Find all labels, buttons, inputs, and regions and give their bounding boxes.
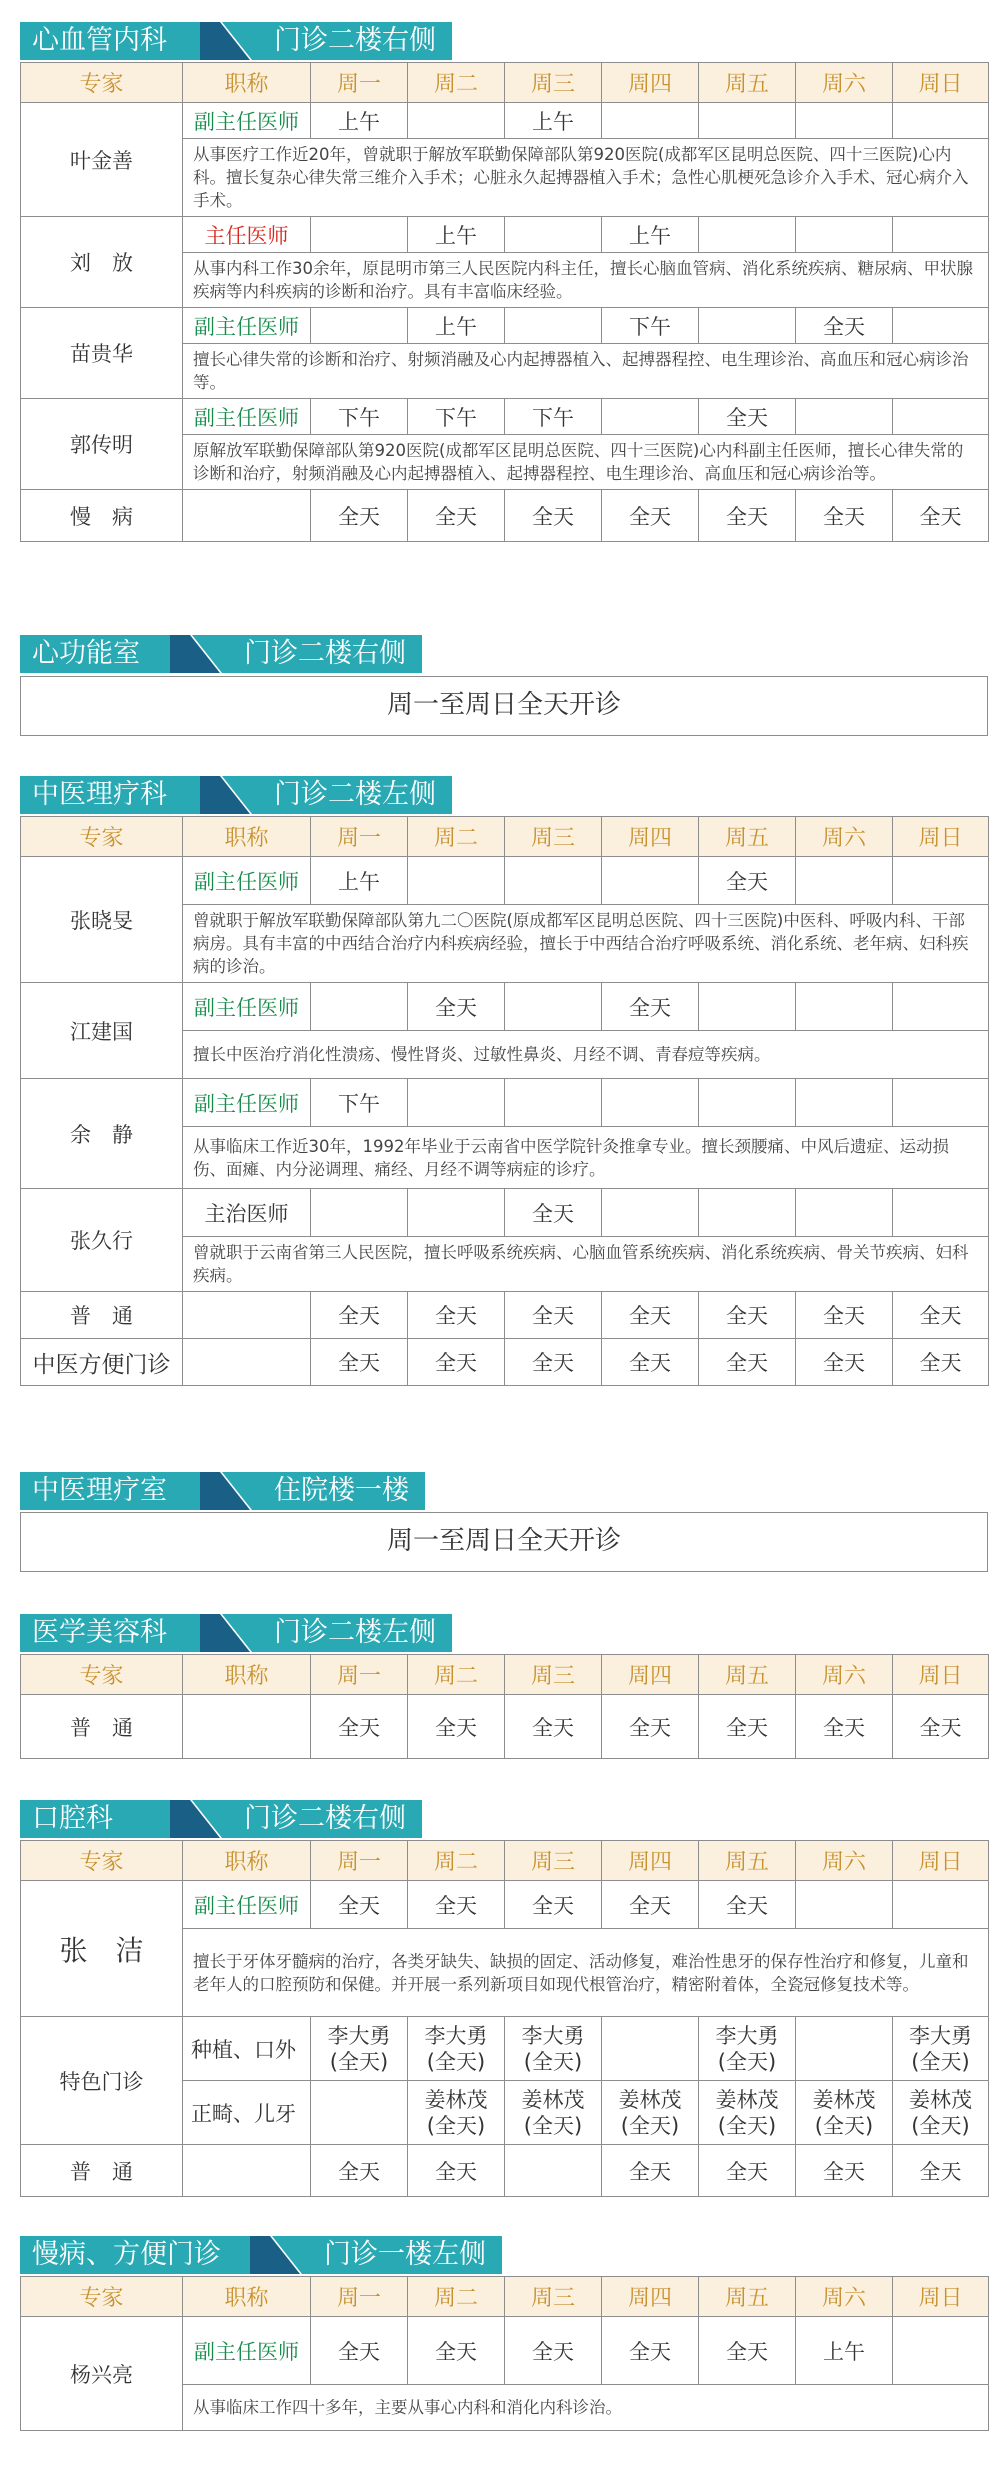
row-label: 普 通 — [21, 1292, 183, 1339]
header-cell: 周二 — [408, 817, 505, 857]
schedule-slot — [602, 399, 699, 435]
schedule-slot — [602, 103, 699, 139]
special-slot: 姜林茂 (全天) — [408, 2081, 505, 2145]
doctor-description: 从事内科工作30余年，原昆明市第三人民医院内科主任，擅长心脑血管病、消化系统疾病、糖尿病、甲状腺疾病等内科疾病的诊断和治疗。具有丰富临床经验。 — [183, 253, 989, 308]
schedule-slot: 下午 — [311, 1079, 408, 1127]
general-row — [21, 1292, 989, 1339]
header-cell: 职称 — [183, 2277, 311, 2317]
schedule-slot — [796, 217, 893, 253]
schedule-slot: 全天 — [408, 1695, 505, 1759]
schedule-slot — [699, 217, 796, 253]
section-banner — [0, 635, 1008, 673]
location: 门诊二楼左侧 — [258, 1614, 452, 1652]
schedule-slot: 全天 — [408, 1881, 505, 1929]
header-cell: 周四 — [602, 1841, 699, 1881]
schedule-slot — [505, 857, 602, 905]
schedule-slot: 全天 — [893, 1292, 989, 1339]
special-slot: 李大勇 (全天) — [408, 2017, 505, 2081]
header-cell: 周日 — [893, 1655, 989, 1695]
special-slot: 李大勇 (全天) — [699, 2017, 796, 2081]
empty-cell — [183, 1339, 311, 1386]
section-banner — [0, 22, 1008, 60]
schedule-slot: 下午 — [505, 399, 602, 435]
header-cell: 职称 — [183, 1655, 311, 1695]
schedule-slot: 全天 — [311, 1881, 408, 1929]
header-cell: 周一 — [311, 1655, 408, 1695]
schedule-slot — [893, 1189, 989, 1237]
header-cell: 周二 — [408, 63, 505, 103]
schedule-slot — [893, 1881, 989, 1929]
banner-divider — [250, 2236, 314, 2274]
schedule-slot: 下午 — [602, 308, 699, 344]
doctor-title: 副主任医师 — [183, 103, 311, 139]
general-row — [21, 1695, 989, 1759]
row-label: 慢 病 — [21, 490, 183, 542]
schedule-slot — [893, 857, 989, 905]
department-name: 心功能室 — [20, 635, 170, 673]
doctor-name: 郭传明 — [21, 399, 183, 490]
table-header-row — [21, 63, 989, 103]
schedule-slot: 全天 — [408, 2317, 505, 2385]
schedule-slot — [408, 103, 505, 139]
schedule-slot — [505, 983, 602, 1031]
header-cell: 周二 — [408, 1841, 505, 1881]
doctor-description: 原解放军联勤保障部队第920医院(成都军区昆明总医院、四十三医院)心内科副主任医师，擅长心律失常的诊断和治疗，射频消融及心内起搏器植入、起搏器程控、电生理诊治、高血压和冠心病诊治等。 — [183, 435, 989, 490]
general-row — [21, 490, 989, 542]
doctor-title: 副主任医师 — [183, 1881, 311, 1929]
doctor-description: 曾就职于云南省第三人民医院，擅长呼吸系统疾病、心脑血管系统疾病、消化系统疾病、骨关节疾病、妇科疾病。 — [183, 1237, 989, 1292]
schedule-slot: 全天 — [893, 1695, 989, 1759]
schedule-slot: 全天 — [602, 1881, 699, 1929]
special-clinic-subtype: 种植、口外 — [183, 2017, 311, 2081]
schedule-slot: 全天 — [602, 1695, 699, 1759]
schedule-slot — [796, 1189, 893, 1237]
row-label: 普 通 — [21, 1695, 183, 1759]
header-cell: 职称 — [183, 817, 311, 857]
schedule-slot — [311, 308, 408, 344]
doctor-name: 苗贵华 — [21, 308, 183, 399]
schedule-slot — [699, 1189, 796, 1237]
schedule-slot — [699, 308, 796, 344]
schedule-slot — [602, 1079, 699, 1127]
header-cell: 周五 — [699, 817, 796, 857]
header-cell: 周四 — [602, 1655, 699, 1695]
empty-cell — [183, 2145, 311, 2197]
schedule-slot — [796, 399, 893, 435]
schedule-slot — [893, 217, 989, 253]
doctor-description: 从事医疗工作近20年，曾就职于解放军联勤保障部队第920医院(成都军区昆明总医院、四十三医院)心内科。擅长复杂心律失常三维介入手术；心脏永久起搏器植入手术；急性心肌梗死急诊介入手术、冠心病介入手术。 — [183, 139, 989, 217]
header-cell: 周三 — [505, 2277, 602, 2317]
schedule-slot: 全天 — [505, 1881, 602, 1929]
department-name: 口腔科 — [20, 1800, 170, 1838]
header-cell: 周四 — [602, 817, 699, 857]
schedule-slot: 全天 — [602, 1339, 699, 1386]
schedule-table — [20, 1654, 989, 1759]
doctor-name: 杨兴亮 — [21, 2317, 183, 2431]
section-banner — [0, 2236, 1008, 2274]
doctor-title: 主治医师 — [183, 1189, 311, 1237]
schedule-slot: 上午 — [505, 103, 602, 139]
banner-divider — [170, 635, 234, 673]
doctor-name: 张 洁 — [21, 1881, 183, 2017]
location: 门诊一楼左侧 — [308, 2236, 502, 2274]
header-cell: 周二 — [408, 1655, 505, 1695]
schedule-slot: 全天 — [699, 1881, 796, 1929]
schedule-slot — [505, 1079, 602, 1127]
section-banner — [0, 1472, 1008, 1510]
schedule-table — [20, 2276, 989, 2431]
special-slot: 姜林茂 (全天) — [893, 2081, 989, 2145]
schedule-slot: 全天 — [505, 490, 602, 542]
doctor-title: 副主任医师 — [183, 2317, 311, 2385]
doctor-row — [21, 399, 989, 435]
section-banner — [0, 776, 1008, 814]
schedule-slot: 全天 — [796, 308, 893, 344]
location: 住院楼一楼 — [258, 1472, 425, 1510]
doctor-title: 副主任医师 — [183, 857, 311, 905]
location: 门诊二楼左侧 — [258, 776, 452, 814]
schedule-slot — [505, 308, 602, 344]
header-cell: 周日 — [893, 63, 989, 103]
schedule-slot — [505, 2145, 602, 2197]
banner-divider — [200, 22, 264, 60]
general-row — [21, 2145, 989, 2197]
special-slot: 姜林茂 (全天) — [505, 2081, 602, 2145]
department-name: 中医理疗室 — [20, 1472, 200, 1510]
schedule-slot: 全天 — [699, 490, 796, 542]
schedule-slot: 全天 — [796, 1292, 893, 1339]
header-cell: 周一 — [311, 817, 408, 857]
empty-cell — [183, 490, 311, 542]
schedule-slot: 全天 — [699, 1339, 796, 1386]
table-header-row — [21, 817, 989, 857]
header-cell: 周三 — [505, 1655, 602, 1695]
special-slot: 姜林茂 (全天) — [602, 2081, 699, 2145]
schedule-slot — [311, 217, 408, 253]
doctor-row — [21, 1189, 989, 1237]
schedule-slot — [602, 1189, 699, 1237]
department-name: 心血管内科 — [20, 22, 200, 60]
header-cell: 专家 — [21, 1655, 183, 1695]
schedule-slot: 全天 — [699, 2145, 796, 2197]
location: 门诊二楼右侧 — [228, 635, 422, 673]
general-row — [21, 1339, 989, 1386]
schedule-slot — [408, 1189, 505, 1237]
schedule-table — [20, 816, 989, 1386]
special-slot: 李大勇 (全天) — [505, 2017, 602, 2081]
doctor-description: 从事临床工作四十多年，主要从事心内科和消化内科诊治。 — [183, 2385, 989, 2431]
empty-cell — [183, 1292, 311, 1339]
header-cell: 周六 — [796, 63, 893, 103]
schedule-slot — [893, 103, 989, 139]
schedule-slot: 全天 — [893, 490, 989, 542]
header-cell: 周日 — [893, 1841, 989, 1881]
schedule-slot: 全天 — [408, 490, 505, 542]
doctor-description: 擅长中医治疗消化性溃疡、慢性肾炎、过敏性鼻炎、月经不调、青春痘等疾病。 — [183, 1031, 989, 1079]
schedule-slot: 全天 — [505, 1695, 602, 1759]
header-cell: 周六 — [796, 817, 893, 857]
schedule-slot — [796, 1079, 893, 1127]
doctor-description: 擅长心律失常的诊断和治疗、射频消融及心内起搏器植入、起搏器程控、电生理诊治、高血压和冠心病诊治等。 — [183, 344, 989, 399]
special-slot — [311, 2081, 408, 2145]
schedule-slot: 全天 — [505, 1292, 602, 1339]
header-cell: 周一 — [311, 1841, 408, 1881]
open-hours-note: 周一至周日全天开诊 — [20, 1512, 988, 1572]
schedule-slot — [311, 983, 408, 1031]
header-cell: 专家 — [21, 1841, 183, 1881]
schedule-slot — [796, 983, 893, 1031]
schedule-slot: 下午 — [408, 399, 505, 435]
doctor-name: 叶金善 — [21, 103, 183, 217]
doctor-title: 副主任医师 — [183, 1079, 311, 1127]
schedule-slot: 全天 — [311, 490, 408, 542]
section-banner — [0, 1800, 1008, 1838]
special-slot — [796, 2017, 893, 2081]
special-clinic-row — [21, 2017, 989, 2081]
schedule-slot — [408, 1079, 505, 1127]
schedule-slot: 全天 — [408, 1339, 505, 1386]
special-slot: 李大勇 (全天) — [893, 2017, 989, 2081]
department-name: 慢病、方便门诊 — [20, 2236, 250, 2274]
schedule-slot: 全天 — [505, 2317, 602, 2385]
schedule-slot: 全天 — [602, 2145, 699, 2197]
header-cell: 周二 — [408, 2277, 505, 2317]
schedule-slot: 全天 — [893, 2145, 989, 2197]
section-banner — [0, 1614, 1008, 1652]
row-label: 普 通 — [21, 2145, 183, 2197]
header-cell: 周三 — [505, 1841, 602, 1881]
doctor-name: 江建国 — [21, 983, 183, 1079]
schedule-table — [20, 1840, 989, 2197]
doctor-row — [21, 308, 989, 344]
schedule-slot: 上午 — [311, 857, 408, 905]
header-cell: 周五 — [699, 63, 796, 103]
schedule-slot: 下午 — [311, 399, 408, 435]
header-cell: 周一 — [311, 2277, 408, 2317]
schedule-slot: 全天 — [699, 857, 796, 905]
schedule-slot: 全天 — [311, 1695, 408, 1759]
schedule-slot — [311, 1189, 408, 1237]
schedule-slot: 全天 — [311, 2145, 408, 2197]
location: 门诊二楼右侧 — [258, 22, 452, 60]
special-slot: 姜林茂 (全天) — [796, 2081, 893, 2145]
schedule-slot — [796, 857, 893, 905]
schedule-slot: 上午 — [408, 217, 505, 253]
schedule-slot — [602, 857, 699, 905]
schedule-slot: 全天 — [408, 983, 505, 1031]
header-cell: 职称 — [183, 63, 311, 103]
row-label: 中医方便门诊 — [21, 1339, 183, 1386]
schedule-slot — [699, 103, 796, 139]
schedule-slot: 全天 — [796, 2145, 893, 2197]
schedule-slot — [893, 399, 989, 435]
schedule-slot: 上午 — [602, 217, 699, 253]
doctor-row — [21, 217, 989, 253]
header-cell: 周五 — [699, 2277, 796, 2317]
schedule-slot: 全天 — [699, 399, 796, 435]
header-cell: 周一 — [311, 63, 408, 103]
doctor-title: 副主任医师 — [183, 308, 311, 344]
doctor-row — [21, 983, 989, 1031]
special-slot: 姜林茂 (全天) — [699, 2081, 796, 2145]
schedule-table — [20, 62, 989, 542]
schedule-slot — [893, 308, 989, 344]
schedule-slot — [699, 1079, 796, 1127]
location: 门诊二楼右侧 — [228, 1800, 422, 1838]
schedule-slot: 上午 — [408, 308, 505, 344]
schedule-slot: 全天 — [796, 1339, 893, 1386]
header-cell: 周五 — [699, 1655, 796, 1695]
header-cell: 周日 — [893, 2277, 989, 2317]
header-cell: 周三 — [505, 63, 602, 103]
doctor-name: 张晓旻 — [21, 857, 183, 983]
schedule-slot: 全天 — [699, 2317, 796, 2385]
special-clinic-subtype: 正畸、儿牙 — [183, 2081, 311, 2145]
banner-divider — [170, 1800, 234, 1838]
schedule-slot: 上午 — [796, 2317, 893, 2385]
schedule-slot: 全天 — [602, 1292, 699, 1339]
doctor-title: 主任医师 — [183, 217, 311, 253]
schedule-slot — [796, 1881, 893, 1929]
table-header-row — [21, 1841, 989, 1881]
schedule-slot: 全天 — [796, 490, 893, 542]
schedule-slot — [893, 1079, 989, 1127]
header-cell: 周四 — [602, 2277, 699, 2317]
header-cell: 周三 — [505, 817, 602, 857]
schedule-slot: 全天 — [408, 2145, 505, 2197]
schedule-slot: 全天 — [408, 1292, 505, 1339]
doctor-row — [21, 2317, 989, 2385]
doctor-title: 副主任医师 — [183, 983, 311, 1031]
doctor-description: 曾就职于解放军联勤保障部队第九二〇医院(原成都军区昆明总医院、四十三医院)中医科、呼吸内科、干部病房。具有丰富的中西结合治疗内科疾病经验，擅长于中西结合治疗呼吸系统、消化系统、老年病、妇科疾病的诊治。 — [183, 905, 989, 983]
schedule-slot: 全天 — [796, 1695, 893, 1759]
doctor-row — [21, 857, 989, 905]
header-cell: 专家 — [21, 63, 183, 103]
header-cell: 职称 — [183, 1841, 311, 1881]
header-cell: 周六 — [796, 2277, 893, 2317]
department-name: 医学美容科 — [20, 1614, 200, 1652]
doctor-description: 擅长于牙体牙髓病的治疗，各类牙缺失、缺损的固定、活动修复，难治性患牙的保存性治疗和修复，儿童和老年人的口腔预防和保健。并开展一系列新项目如现代根管治疗，精密附着体，全瓷冠修复技术等。 — [183, 1929, 989, 2017]
schedule-slot — [505, 217, 602, 253]
table-header-row — [21, 1655, 989, 1695]
doctor-row — [21, 1079, 989, 1127]
header-cell: 周五 — [699, 1841, 796, 1881]
special-clinic-label: 特色门诊 — [21, 2017, 183, 2145]
schedule-slot: 全天 — [311, 2317, 408, 2385]
schedule-slot: 全天 — [311, 1339, 408, 1386]
schedule-slot — [408, 857, 505, 905]
banner-divider — [200, 1614, 264, 1652]
schedule-slot — [699, 983, 796, 1031]
banner-divider — [200, 776, 264, 814]
banner-divider — [200, 1472, 264, 1510]
schedule-slot: 全天 — [699, 1292, 796, 1339]
special-slot: 李大勇 (全天) — [311, 2017, 408, 2081]
special-slot — [602, 2017, 699, 2081]
schedule-slot — [796, 103, 893, 139]
schedule-slot — [893, 2317, 989, 2385]
schedule-slot: 全天 — [602, 2317, 699, 2385]
schedule-slot: 全天 — [505, 1189, 602, 1237]
header-cell: 专家 — [21, 817, 183, 857]
header-cell: 周六 — [796, 1655, 893, 1695]
schedule-slot: 全天 — [602, 983, 699, 1031]
empty-cell — [183, 1695, 311, 1759]
schedule-slot: 全天 — [311, 1292, 408, 1339]
header-cell: 周日 — [893, 817, 989, 857]
doctor-row — [21, 103, 989, 139]
header-cell: 专家 — [21, 2277, 183, 2317]
schedule-slot: 全天 — [505, 1339, 602, 1386]
header-cell: 周四 — [602, 63, 699, 103]
schedule-slot: 全天 — [893, 1339, 989, 1386]
schedule-slot — [893, 983, 989, 1031]
schedule-slot: 全天 — [602, 490, 699, 542]
doctor-row — [21, 1881, 989, 1929]
doctor-description: 从事临床工作近30年，1992年毕业于云南省中医学院针灸推拿专业。擅长颈腰痛、中风后遗症、运动损伤、面瘫、内分泌调理、痛经、月经不调等病症的诊疗。 — [183, 1127, 989, 1189]
schedule-slot: 全天 — [699, 1695, 796, 1759]
doctor-name: 张久行 — [21, 1189, 183, 1292]
department-name: 中医理疗科 — [20, 776, 200, 814]
doctor-title: 副主任医师 — [183, 399, 311, 435]
open-hours-note: 周一至周日全天开诊 — [20, 676, 988, 736]
doctor-name: 余 静 — [21, 1079, 183, 1189]
doctor-name: 刘 放 — [21, 217, 183, 308]
schedule-slot: 上午 — [311, 103, 408, 139]
header-cell: 周六 — [796, 1841, 893, 1881]
table-header-row — [21, 2277, 989, 2317]
